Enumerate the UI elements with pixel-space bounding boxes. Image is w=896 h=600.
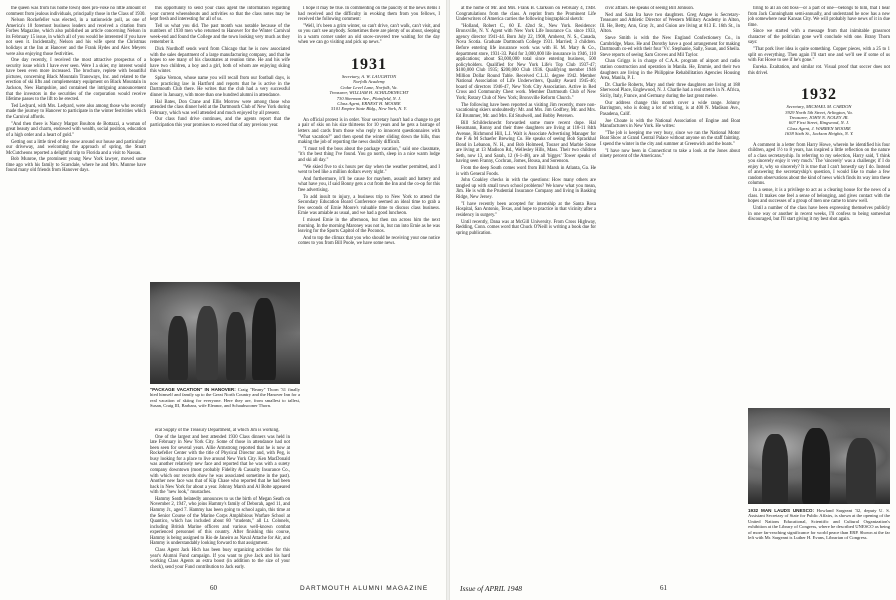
- paragraph: Ted Ledyard, with Mrs. Ledyard, were also among those who recently made the journey to Hanover to participate in the winter festivities which the Carnival affords.: [6, 103, 146, 120]
- photo-caption-text: Craig "Beany" Thorn '31 finally hied himself and family up to the Great North Country and the Hanover Inn for a real vacation of skiing for everyone. Here they are, from smallest to tallest, Susan, Craig III, Barbara, wife Eleanor, and Schaubsooner Thorn.: [150, 387, 300, 409]
- paragraph: "Holland, Robert C., 60 E. 42nd St., New York. Residence: Bronxville, N. Y. Agent with New York Life Insurance Co. since 1933, agency director 1941-44. Born July 22, 1908, Amherst, N. S., Canada, Nova Scotia. Graduate Dartmouth College 1931. Married; 3 children. Before entering life insurance work was with H. M. Mary & Co., department store, 1931-33. Paid for 3,000,000 life insurance in 1946, 110 applications; about $3,000,000 total since entering business, 500 policyholders. Qualified for New York Life's Top Club 1937-47; $100,000 Club 1935; $200,000 Club 1936. Qualifying member 1946 Million Dollar Round Table. Received C.L.U. degree 1942. Member National Association of Life Underwriters, Quality Award 1945-46; board of directors 1946-47, New York City Association. Active in Red Cross and Community Chest work. Member Dartmouth Club of New York; Rotary Club of New York; Bronxville Reform Church.": [456, 23, 596, 101]
- paragraph: "I have recently been accepted for internship at the Santa Rosa Hospital, San Antonio, Texas, and hope to practice in that vicinity after a residency in surgery.": [456, 201, 596, 218]
- photo-caption-title: "PACKAGE VACATION" IN HANOVER:: [150, 387, 236, 392]
- agent-address: 1638 Sixth St., Jackson Heights, N. Y.: [784, 131, 854, 137]
- agent-address: 5101 Empire State Bldg., New York, N. Y.: [331, 106, 407, 112]
- paragraph: Our address change this month cover a wide range. Johnny Barrington, who is doing a lot of writing, is at 400 N. Madison Ave., Pasadena, Calif.: [600, 100, 740, 117]
- agent-line: Class Agent, ERNEST H. MOORE: [337, 101, 401, 107]
- paragraph: Steve Smith is with the New England Confectionery Co., in Cambridge, Mass. He and Dorothy have a good arrangement for making Dartmouth co-ed with their four 'Vs'. Stephanie, Sally, Susan, and Sheila. Steve reports of seeing Sam Groves and Mil Taylor.: [600, 36, 740, 58]
- right-column-2: [600, 6, 740, 584]
- photo-caption-right: [748, 508, 890, 540]
- page-number-left: 60: [210, 584, 217, 592]
- paragraph: Getting out a little tired of the snow around our house and particularly our driveway, and welcoming the approach of spring, the Stuart McCutcheons reported a delightful trip to Florida and a visit to Nassau.: [6, 139, 146, 156]
- paragraph: eral Supply of the Treasury Department, at which Jim is working.: [155, 428, 280, 433]
- magazine-name: DARTMOUTH ALUMNI MAGAZINE: [300, 585, 429, 592]
- class-1931-header: [298, 56, 440, 112]
- photo-caption-title-right: 1932 MAN LAUDS UNESCO:: [748, 508, 815, 513]
- right-column-1: [456, 6, 596, 584]
- paragraph: I hope it may be true. In commenting on the paucity of the news items I had received and the difficulty in evoking them from you fellows, I received the following comment:: [298, 6, 440, 23]
- paragraph: John Coakley checks in with the questions: How many others are tangled up with small town school problems? We know what you mean, Jim. He is with the Prudential Insurance Company and living in Basking Ridge, New Jersey.: [456, 178, 596, 200]
- paragraph: One day recently, I received the most attractive prospectus of a security issue which I have ever seen. Were I a skier, my interest would have been even more increased. The brochure, replete with beautiful pictures, concerning Black Mountain Transways, Inc. and related to the erection of ski lifts and complementary equipment on Black Mountain in Jackson, New Hampshire, and contained the intriguing announcement that the investors in the securities of the corporation would receive lifetime passes to the lift to be erected.: [6, 58, 146, 103]
- class-year-1932: 1932: [801, 86, 837, 104]
- page-number-right: 61: [660, 584, 667, 592]
- paragraph: I missed Ernie in the afternoon, but then ran across him the next morning. In the morning Maroney was not in, but ran into Ernie as he was leaving for the Sports Capitol of the Poconos.: [298, 218, 440, 235]
- paragraph: "The job is keeping me very busy, since we ran the National Motor Boat Show at Grand Central Palace without anyone on the staff fainting. I spend the winter in the city and summer at Greenwich and the boats.": [600, 130, 740, 147]
- paragraph: "That pork liver idea is quite something. Copper pieces, with a 25 to 1 split on everything. Then again I'll start one and we'll see if some of us with Fat Howe to see if he's gone.": [748, 47, 890, 64]
- paragraph: Nelson Rockefeller was elected, in a nationwide poll, as one of America's 10 foremost business leaders and received a citation from Forbes Magazine, which also published an article concerning Nelson in its February 15 issue, in which all of you would be interested if you have not seen it. Incidentally, Nelson and his wife spent the Christmas holidays at the Inn at Hanover and the Frank Hydes and Alex Meyers were also enjoying those festivities.: [6, 18, 146, 57]
- paragraph: Hal Bates, Don Crane and Ellis Morrow were among those who attended the class dinner held at the Dartmouth Club of New York during February, which was well attended and much enjoyed by all present.: [150, 99, 290, 116]
- left-page: [0, 0, 446, 600]
- paragraph: And to top the climax that you who should be receiving your one notice comes to you from Bill Poole, we have some news.: [298, 235, 440, 247]
- paragraph: "Well, it's been a grim winter, so can't drive, can't walk, can't visit, and so you can't see anybody. Sometimes there are plenty of us about, sleeping in a warm corner under an old snow-covered tree waiting for the day when we can go visiting and pick up news.": [298, 23, 440, 46]
- paragraph: Tell us what you did. The past month was notable because of the numbers of 1930 men who returned to Hanover for the Winter Carnival week-end and found the College and the town looking very much as they remember it.: [150, 23, 290, 46]
- paragraph: this opportunity to send your class agent the information regarding your current whereabouts and activities so that the class notes may be kept fresh and interesting for all of us.: [150, 6, 290, 23]
- paragraph: Hammy Seath belatedly announces to us the birth of Megan Seath on November 2, 1947, who joins Hammy's family of Deborah, aged 11, and Hammy Jr., aged 7. Hammy has been going to school again, this time at the Senior Course of the Marine Corps Amphibious Warfare School at Quantico, which has included about 80 "students," all Lt. Colonels, including British Marine officers and various well-known combat experienced personnel of this country. After finishing this course, Hammy is being assigned to Rio de Janeiro as Naval Attache for Air, and Hammy is understandably looking forward to that assignment.: [150, 496, 290, 547]
- secretary-line: Secretary, MICHAEL M. CARDON: [786, 104, 852, 110]
- package-vacation-photo: [150, 282, 300, 384]
- left-column-1: [6, 6, 146, 584]
- right-page: [450, 0, 896, 600]
- paragraph: To add insult to injury, a business trip to New York to attend the Secondary Education Board Conference seemed an ideal time to grab a few seconds of Ernie Moore's valuable time to discuss class business. Ernie was amiable as usual, and we had a good luncheon.: [298, 194, 440, 217]
- secretary-address-2: Cedar Level Lane, Norfolk, Va.: [340, 84, 398, 90]
- paragraph: Since we started with a message from that inimitable grassroot character of the politician gone we'll conclude with one. Brany Thorn says:: [748, 29, 890, 46]
- paragraph: Joe Choate is with the National Association of Engine and Boat Manufacturers in New York. He writes:: [600, 118, 740, 130]
- paragraph: The following have been reported as visiting Jim recently, more non-vacationing skiers undoubtedly: Mr. and Mrs. Jim Godfrey, Mr. and Mrs. Ed Brummer, Mr. and Mrs. Ed Studwell, and Bobby Petersen.: [456, 102, 596, 119]
- paragraph: civic affairs. He speaks of seeing Bill Johnson.: [605, 6, 694, 11]
- paragraph: "And then there is Nancy Margot Boulton de Bottazzi, a woman of great beauty and charm, endowed with wealth, social position, education of a high order and a heart of gold.": [6, 121, 146, 138]
- paragraph: the queen was from his home town) does pro-voke no little amount of comment from jealous individuals, principally those in the Class of 1930.: [6, 6, 146, 17]
- issue-date: Issue of APRIL 1948: [460, 584, 523, 593]
- right-column-3: [748, 6, 890, 404]
- paragraph: Dick Nordhoff sends word from Chicago that he is now associated with the sales department of a large manufacturing company, and that he hopes to see many of his classmates at reunion time. He and his wife have two children, a boy and a girl, both of whom are enjoying skiing this winter.: [150, 47, 290, 75]
- treasurer-address: 607 First Street, Ringwood, N. J.: [788, 120, 850, 126]
- secretary-address: 3929 North 5th Street, Arlington, Va.: [785, 109, 853, 115]
- paragraph: "I must tell the boss about the package vacation," said one classmate, "it's the best thing I've found. You go north, sleep in a nice warm lodge and ski all day.": [298, 146, 440, 163]
- paragraph: Chan Griggs is in charge of C.A.A. program of airport and radio station construction and operation in Manila. He, Emmie, and their two daughters are living in the Philippine Rehabilitation Agencies Housing Area, Manila, P. I.: [600, 59, 740, 82]
- paragraph: Until recently, Dana was at McGill University. From Cross Highway, Redding, Conn. comes word that Chuck O'Neill is writing a book due for spring publication.: [456, 219, 596, 236]
- photo-caption-text-right: Howland Sargeant '32, deputy U. S. Assistant Secretary of State for Public Affairs, is shown at the opening of the United Nations Educational, Scientific and Cultural Organization's exhibition at the Library of Congress, where he described UNESCO as being of more far-reaching significance for world peace than ERP. Shown at the far left with Mr. Sargeant is Luther H. Evans, Librarian of Congress.: [748, 508, 890, 541]
- unesco-photo: [748, 408, 890, 504]
- paragraph: Our class fund drive continues, and the agents report that the participation this year promises to exceed that of any previous year.: [150, 117, 290, 128]
- paragraph: "I have now been in Connecticut to take a look at the Jones about ninety percent of the Americans.": [600, 148, 740, 160]
- paragraph: And furthermore, it'll be cause for mayhem, assault and battery and what have you, if said Bonny gets a cut from the Inn and the co-op for this free advertising.: [298, 176, 440, 193]
- paragraph: Spike Vernon, whose name you will recall from our football days, is now practicing law in Hartford and reports that he is active in the Dartmouth Club there. He writes that the club had a very successful dinner in January, with more than one hundred alumni in attendance.: [150, 76, 290, 98]
- paragraph: Bob Munroe, the prominent young New York lawyer, moved some time ago with his family to Scarsdale, where he and Mrs. Munroe have found many old friends from Hanover days.: [6, 157, 146, 174]
- left-column-2-lower: [150, 428, 290, 578]
- agent-line: Class Agent, J. WARREN MOORE: [787, 125, 851, 131]
- paragraph: "We skied five to six hours per day when the weather permitted, and I went to bed like a million dollars every night.": [298, 164, 440, 176]
- treasurer-address: 730 Sherman Ave., Plainfield, N. J.: [336, 95, 402, 101]
- secretary-line: Secretary, A. W. LAUGHTON: [341, 74, 397, 80]
- secretary-address-1: Norfolk Academy: [353, 79, 385, 85]
- treasurer-line: Treasurer, WILLIAM H. SCHILDKNECHT: [329, 90, 409, 96]
- left-column-3: [298, 6, 440, 584]
- paragraph: From the deep South comes word from Bill Marsh in Atlanta, Ga. He is with General Foods.: [456, 166, 596, 177]
- paragraph: In a sense, it is a privilege to act as a clearing house for the news of a class. It makes one feel a sense of belonging, and gives contact with the hopes and successes of a group of men one came to know well.: [748, 188, 890, 205]
- paragraph: One of the largest and best attended 1930 Class dinners was held in late February in New York City. Some of those in attendance had not been seen for several years. Allie Armstrong reported that he is now at Rockefeller Center with the title of Physical Director and, with Peg, is busy looking for a place to live around New York City. Ken MacDonald was another relatively new face and reported that he was with a surety company downtown (most probably Fidelity & Casualty Insurance Co., with which our records show he was associated sometime in the past). Another new face was that of Kip Chase who reported that he had been back in New York for about a year. Johnny Marsh and Al Bolte appeared with the "new look," mustaches.: [150, 434, 290, 496]
- class-1932-header: [748, 86, 890, 136]
- treasurer-line: Treasurer, JOHN N. NOLEY JR.: [789, 114, 849, 120]
- paragraph: tiring to all an old boss—or a part of one—belongs to him, that I hear from Jack Cunningham semi-annually, and understand he now has a new job somewhere near Kansas City. We will probably have news of it in due time.: [748, 6, 890, 28]
- paragraph: Until a number of the class have been expressing themselves publicly in one way or another in recent weeks, I'll confess to being somewhat discouraged, but I'll start giving it my best shot again.: [748, 205, 890, 223]
- paragraph: Ned and Sara Ira have two daughters. Greg Atagee is Secretary-Treasurer and Athletic Director of Western Military Academy in Alton, Ill. He, Betty, Ann, Gray Jr., and Guion are living at 813 E. 16th St., in Alton.: [600, 12, 740, 35]
- paragraph: Class Agent Jack Hich has been busy organizing activities for this year's Alumni Fund campaign. If you want to give Jack and his hard working Class Agents an extra boost (in addition to the size of your check), send your Fund contribution to Jack early.: [150, 548, 290, 570]
- class-year-1931: 1931: [351, 56, 387, 74]
- paragraph: Bill Schildecknecht forwarded some more recent dope. Hal Heusmann, Ronny and their three daughters are living at 118-11 84th Avenue, Richmond Hill, L.I. Walt is Associate Advertising Manager for the F & M Schaefer Brewing Co. He speaks of seeing Bob Sprackhal Bond in Lebanon, N. H., and Bob Holmeed, Toozer and Marble Stone are living at 13 Madison Rd., Wellesley Hills, Mass. Their two children Seth, now 13, and Sarah, 12 (6-1-48), are all 'bigger.' Tower speaks of having seen Franny, Cochran, Jomes, Bousa, and Sorenson.: [456, 120, 596, 165]
- paragraph: A comment in a letter from Harry Howe, wherein he identified his four children, aged 1½ to 8 years, has inspired a little reflection on the nature of a class secretaryship. In referring to my selection, Harry said, 'I think you sincerely enjoy it very much.' The 'sincerely' was a challenge; if I do enjoy it, why so sincerely? It is true that I can't honestly say I do. Instead of answering the secretaryship's question, I would like to make a few random observations about the kind of news which finds its way into these columns.: [748, 142, 890, 187]
- left-column-2: [150, 6, 290, 276]
- paragraph: Eureka. Exaltation, and similar rot. Visual proof that soccer does not this drivel.: [748, 65, 890, 76]
- paragraph: Dr. Charlie Roberts, Mary and their three daughters are living at 188 Sherwood Place, Englewood, N. J. Charlie had a real stretch in N. Africa, Sicily, Italy, France, and Germany during the last great melee.: [600, 82, 740, 99]
- photo-caption-left: [150, 387, 300, 409]
- paragraph: An official protest is in order. Your secretary hasn't had a change to get a pair of skis on his size thirteens for 10 years and he gets a barrage of letters and cards from those who reply to innocent questionnaires with "What vacation?" and then spend the winter sliding down the hills, thus making the job of reporting the news doubly difficult.: [298, 117, 440, 146]
- paragraph: at the home of Mr. and Mrs. Frank B. Clarkson on February 4, 1948. Congratulations from the class. A reprint from the Prominent Life Underwriters of America carries the following biographical sketch:: [456, 6, 596, 23]
